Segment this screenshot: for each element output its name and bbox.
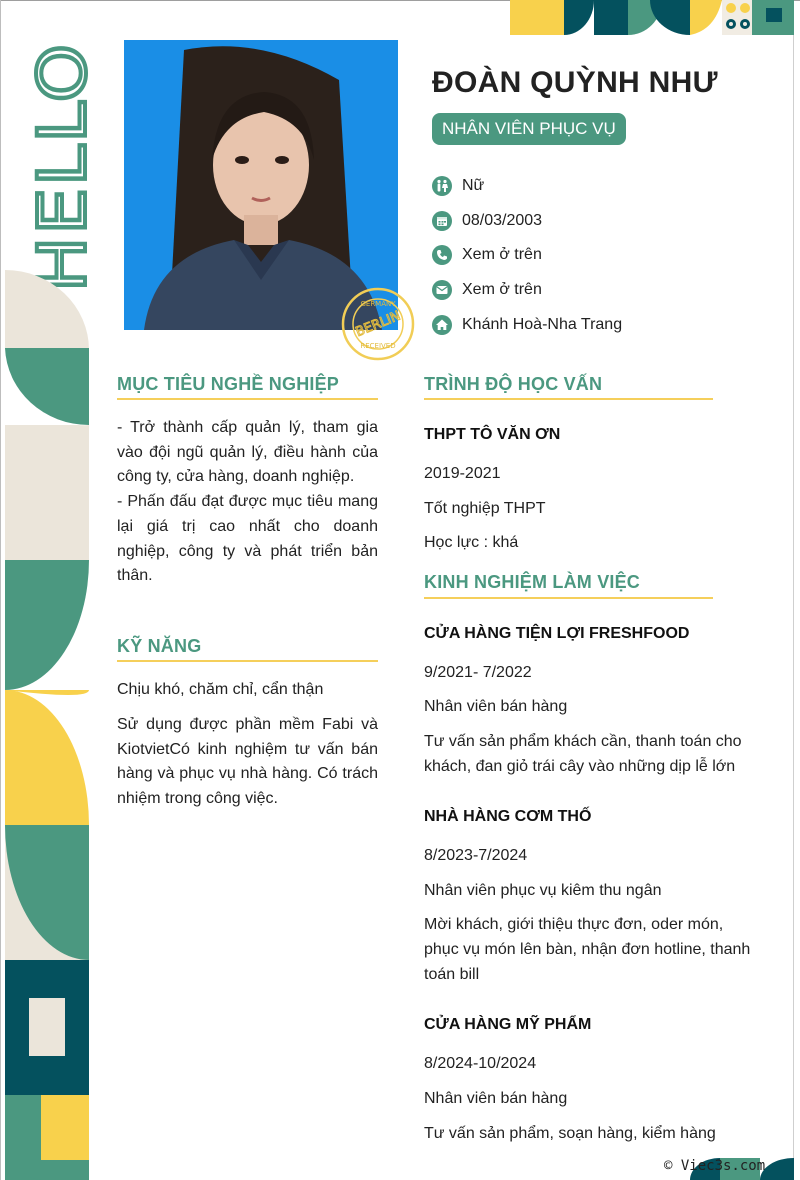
stamp-middle-text: BERLIN (353, 308, 403, 341)
info-email (432, 279, 542, 301)
job-position: Nhân viên phục vụ kiêm thu ngân (424, 882, 662, 899)
info-address-text: Khánh Hoà-Nha Trang (462, 316, 623, 333)
gender-icon (432, 176, 452, 196)
watermark: © Viec3s.com (664, 1158, 766, 1174)
education-degree: Tốt nghiệp THPT (424, 500, 546, 517)
job-period: 9/2021- 7/2022 (424, 664, 532, 681)
info-phone (432, 244, 542, 266)
top-decoration (510, 0, 794, 35)
education-period: 2019-2021 (424, 465, 501, 482)
mail-icon (432, 280, 452, 300)
skill-item: Chịu khó, chăm chỉ, cẩn thận (117, 681, 324, 698)
job-period: 8/2023-7/2024 (424, 847, 528, 864)
job-company: CỬA HÀNG TIỆN LỢI FRESHFOOD (424, 625, 690, 642)
info-gender (432, 175, 484, 197)
home-icon (432, 315, 452, 335)
candidate-name: ĐOÀN QUỲNH NHƯ (432, 66, 718, 99)
skills-heading: KỸ NĂNG (117, 636, 202, 656)
hello-text: HELLO (24, 67, 101, 292)
job-company: NHÀ HÀNG CƠM THỐ (424, 808, 592, 825)
page-border-right (793, 0, 794, 1180)
skills-divider (117, 660, 378, 662)
job-title-badge: NHÂN VIÊN PHỤC VỤ (432, 113, 626, 145)
phone-icon (432, 245, 452, 265)
hello-decoration (24, 40, 101, 294)
job-position: Nhân viên bán hàng (424, 698, 568, 715)
education-school: THPT TÔ VĂN ƠN (424, 426, 561, 443)
info-birthdate (432, 210, 542, 232)
job-description: Tư vấn sản phẩm, soạn hàng, kiểm hàng (424, 1125, 716, 1142)
experience-divider (424, 597, 713, 599)
info-address (432, 314, 622, 336)
calendar-icon (432, 211, 452, 231)
left-decoration (5, 270, 89, 1180)
job-description: Tư vấn sản phẩm khách cần, thanh toán cho khách, đan giỏ trái cây vào những dịp lễ lớn (424, 733, 742, 775)
career-objective-text: - Trở thành cấp quản lý, tham gia vào đội ngũ quản lý, điều hành của công ty, cửa hàng, doanh nghiệp. - Phấn đấu đạt được mục tiêu mang lại giá trị cao nhất cho doanh nghiệp, công ty và phát triển bản thân. (117, 419, 378, 585)
education-heading: TRÌNH ĐỘ HỌC VẤN (424, 374, 603, 394)
experience-heading: KINH NGHIỆM LÀM VIỆC (424, 572, 641, 592)
job-position: Nhân viên bán hàng (424, 1090, 568, 1107)
info-email-text: Xem ở trên (462, 281, 542, 298)
skill-item: Sử dụng được phần mềm Fabi và KiotvietCó kinh nghiệm tư vấn bán hàng và phục vụ nhà hàng. Có trách nhiệm trong công việc. (117, 716, 378, 808)
education-divider (424, 398, 713, 400)
education-grade: Học lực : khá (424, 534, 519, 551)
info-birthdate-text: 08/03/2003 (462, 212, 543, 229)
info-gender-text: Nữ (462, 177, 485, 194)
stamp-top-text: GERMANY (360, 300, 396, 308)
job-company: CỬA HÀNG MỸ PHẨM (424, 1016, 592, 1033)
career-objective-divider (117, 398, 378, 400)
career-objective-heading: MỤC TIÊU NGHỀ NGHIỆP (117, 374, 340, 394)
job-description: Mời khách, giới thiệu thực đơn, oder món, phục vụ món lên bàn, nhận đơn hotline, thanh toán bill (424, 916, 751, 983)
stamp-bottom-text: RECEIVED (360, 342, 396, 350)
info-phone-text: Xem ở trên (462, 246, 542, 263)
berlin-stamp (340, 286, 416, 362)
page-border-left (0, 0, 1, 1180)
job-period: 8/2024-10/2024 (424, 1055, 537, 1072)
